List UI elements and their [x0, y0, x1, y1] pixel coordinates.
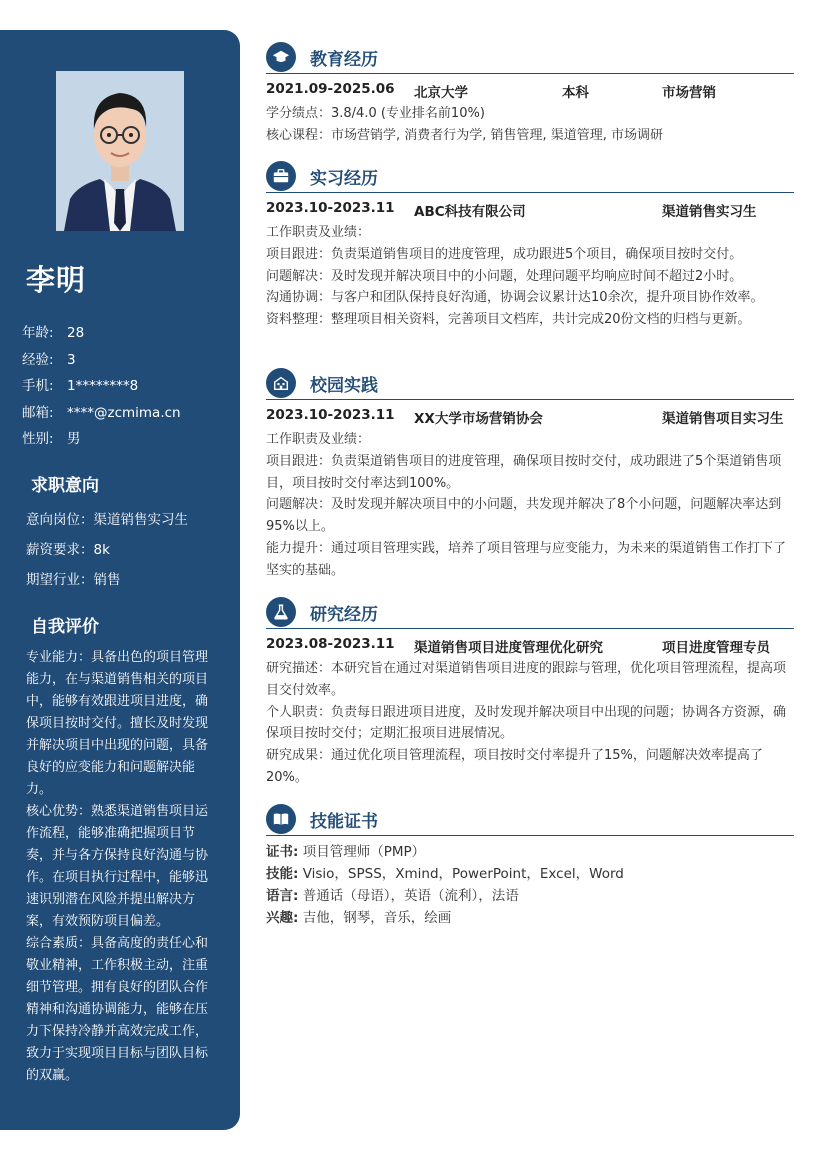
skill-label: 证书: [266, 844, 299, 860]
detail-line: 研究描述：本研究旨在通过对渠道销售项目进度的跟踪与管理，优化项目管理流程，提高项目交付效率。 [266, 661, 787, 698]
skill-value: 普通话（母语），英语（流利），法语 [302, 888, 519, 904]
info-row-experience [22, 347, 232, 374]
skill-label: 语言: [266, 888, 299, 904]
briefcase-icon [266, 161, 296, 191]
profile-photo [56, 71, 184, 231]
info-row-phone [22, 373, 232, 400]
research-entry-header [266, 636, 794, 658]
eval-paragraph: 综合素质：具备高度的责任心和敬业精神，工作积极主动，注重细节管理。拥有良好的团队合作精神和沟通协调能力，能够在压力下保持冷静并高效完成工作，致力于实现项目目标与团队目标的双赢。 [26, 936, 209, 1083]
entry-date: 2021.09-2025.06 [266, 81, 395, 97]
book-icon [266, 804, 296, 834]
info-value: ****@zcmima.cn [67, 404, 181, 421]
internship-entry-header [266, 200, 794, 222]
entry-role: 渠道销售实习生 [662, 204, 757, 220]
skill-row-languages [266, 885, 796, 907]
info-label: 年龄: [22, 325, 54, 341]
candidate-name: 李明 [26, 263, 87, 297]
skills-details [266, 841, 796, 929]
basic-info [22, 320, 232, 453]
detail-line: 资料整理：整理项目相关资料，完善项目文档库，共计完成20份文档的归档与更新。 [266, 312, 751, 328]
section-skills [266, 804, 794, 836]
skill-label: 兴趣: [266, 910, 299, 926]
flask-icon [266, 597, 296, 627]
detail-line: 沟通协调：与客户和团队保持良好沟通，协调会议累计达10余次，提升项目协作效率。 [266, 290, 764, 306]
section-internship [266, 161, 794, 193]
detail-line: 研究成果：通过优化项目管理流程，项目按时交付率提升了15%，问题解决效率提高了20%。 [266, 748, 763, 785]
detail-line: 学分绩点：3.8/4.0 (专业排名前10%) [266, 106, 485, 121]
section-title: 研究经历 [310, 605, 378, 625]
skill-value: Visio，SPSS，Xmind，PowerPoint，Excel，Word [302, 866, 624, 882]
building-icon [266, 368, 296, 398]
entry-date: 2023.10-2023.11 [266, 200, 395, 216]
detail-line: 个人职责：负责每日跟进项目进度，及时发现并解决项目中出现的问题；协调各方资源，确保项目按时交付；定期汇报项目进展情况。 [266, 704, 787, 742]
section-title: 教育经历 [310, 50, 378, 70]
section-title: 实习经历 [310, 169, 378, 189]
info-row-email [22, 400, 232, 427]
intent-heading: 求职意向 [31, 476, 99, 496]
info-label: 邮箱: [22, 404, 54, 421]
person-avatar-icon [56, 71, 184, 231]
detail-line: 项目跟进：负责渠道销售项目的进度管理，确保项目按时交付，成功跟进了5个渠道销售项目，项目按时交付率达到100%。 [266, 453, 782, 491]
info-label: 经验: [22, 351, 54, 368]
research-details [266, 658, 796, 789]
eval-paragraph: 专业能力：具备出色的项目管理能力，在与渠道销售相关的项目中，能够有效跟进项目进度，确保项目按时交付。擅长及时发现并解决项目中出现的问题，具备良好的应变能力和问题解决能力。 [26, 650, 209, 797]
detail-line: 能力提升：通过项目管理实践，培养了项目管理与应变能力，为未来的渠道销售工作打下了坚实的基础。 [266, 540, 787, 578]
entry-date: 2023.10-2023.11 [266, 407, 395, 423]
entry-major: 市场营销 [662, 85, 716, 101]
sidebar [0, 30, 240, 1130]
skill-row-skills [266, 863, 796, 885]
info-label: 手机: [22, 378, 54, 394]
section-campus [266, 368, 794, 400]
internship-details [266, 222, 796, 331]
info-value: 男 [67, 431, 81, 447]
self-eval-heading: 自我评价 [31, 617, 99, 637]
section-research [266, 597, 794, 629]
intent-industry: 期望行业：销售 [26, 572, 121, 588]
graduation-cap-icon [266, 42, 296, 72]
detail-line: 工作职责及业绩： [266, 432, 371, 447]
detail-line: 问题解决：及时发现并解决项目中的小问题，共发现并解决了8个小问题，问题解决率达到95%以上。 [266, 497, 782, 535]
education-details [266, 103, 796, 147]
section-title: 校园实践 [310, 376, 378, 396]
skill-value: 吉他，钢琴，音乐，绘画 [302, 910, 452, 926]
entry-school: 北京大学 [414, 85, 468, 101]
self-evaluation [26, 647, 218, 1087]
intent-position: 意向岗位：渠道销售实习生 [26, 512, 188, 528]
intent-salary: 薪资要求：8k [26, 542, 110, 558]
detail-line: 项目跟进：负责渠道销售项目的进度管理，成功跟进5个项目，确保项目按时交付。 [266, 246, 743, 262]
entry-topic: 渠道销售项目进度管理优化研究 [414, 640, 603, 656]
entry-organization: XX大学市场营销协会 [414, 411, 543, 427]
info-value: 1********8 [67, 378, 139, 394]
entry-organization: ABC科技有限公司 [414, 204, 526, 220]
skill-label: 技能: [266, 866, 299, 882]
entry-role: 项目进度管理专员 [662, 640, 770, 656]
info-row-age [22, 320, 232, 347]
info-row-gender [22, 426, 232, 453]
section-education [266, 42, 794, 74]
skill-value: 项目管理师（PMP） [302, 844, 426, 860]
entry-date: 2023.08-2023.11 [266, 636, 395, 652]
detail-line: 核心课程：市场营销学, 消费者行为学, 销售管理, 渠道管理, 市场调研 [266, 127, 664, 143]
campus-entry-header [266, 407, 794, 429]
info-label: 性别: [22, 431, 54, 447]
job-intent [26, 508, 236, 598]
detail-line: 工作职责及业绩： [266, 225, 371, 240]
skill-row-interests [266, 907, 796, 929]
education-entry-header [266, 81, 794, 103]
skill-row-certificate [266, 841, 796, 863]
eval-paragraph: 核心优势：熟悉渠道销售项目运作流程，能够准确把握项目节奏，并与各方保持良好沟通与协作。在项目执行过程中，能够迅速识别潜在风险并提出解决方案，有效预防项目偏差。 [26, 804, 209, 929]
info-value: 3 [67, 351, 76, 368]
info-value: 28 [67, 325, 85, 341]
campus-details [266, 429, 796, 582]
section-title: 技能证书 [310, 812, 378, 832]
detail-line: 问题解决：及时发现并解决项目中的小问题，处理问题平均响应时间不超过2小时。 [266, 268, 743, 284]
entry-role: 渠道销售项目实习生 [662, 411, 784, 427]
entry-degree: 本科 [562, 85, 589, 101]
